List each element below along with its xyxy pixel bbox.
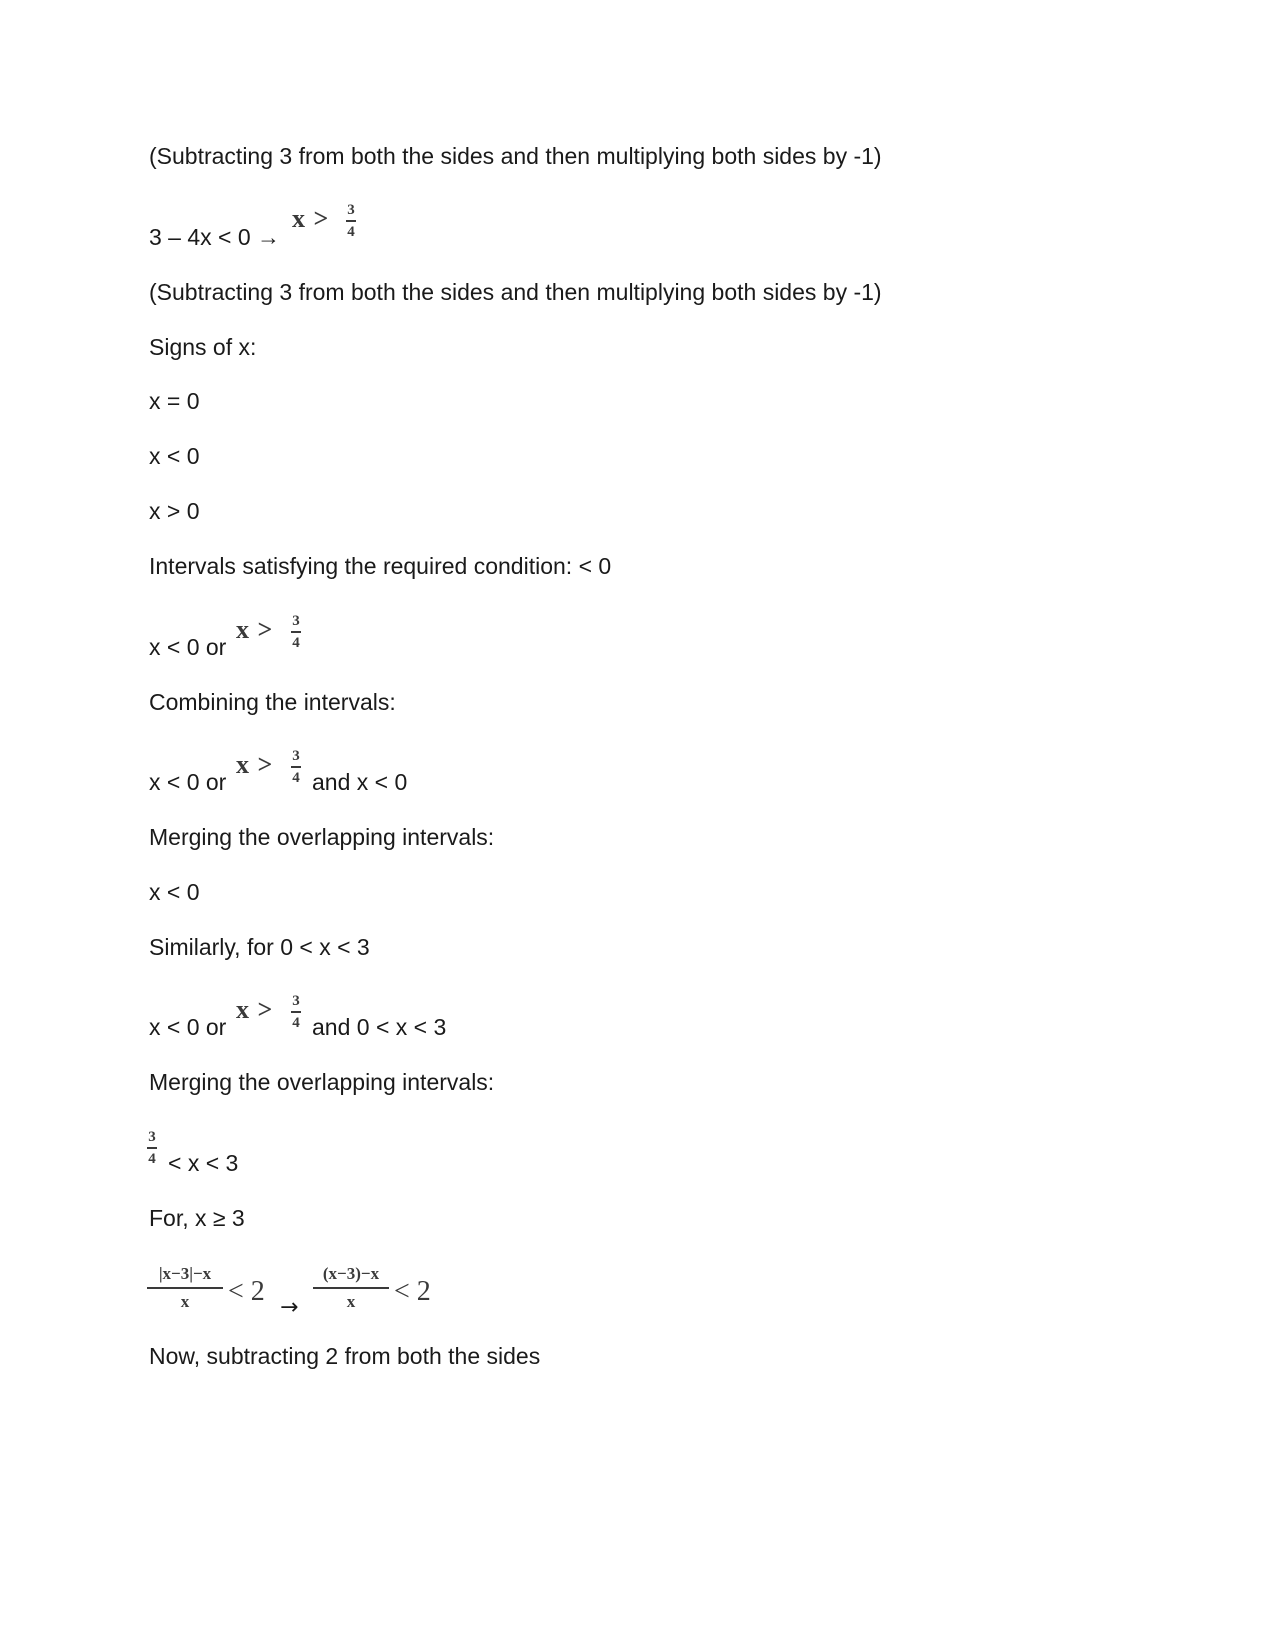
text-line: 3 – 4x < 0 → xyxy=(149,224,281,250)
fraction-numerator: |x−3|−x xyxy=(158,1264,212,1283)
text-line: x > 0 xyxy=(149,498,200,524)
text-line: x < 0 or xyxy=(149,634,227,660)
math-lt-two: < 2 xyxy=(228,1276,265,1307)
fraction-numerator: 3 xyxy=(292,748,300,764)
text-line: x < 0 xyxy=(149,443,200,469)
fraction-denominator: 4 xyxy=(148,1150,156,1167)
fraction-bar xyxy=(346,220,356,222)
text-line: Intervals satisfying the required condition: < 0 xyxy=(149,553,612,579)
arrow-icon: → xyxy=(280,1295,299,1320)
fraction-numerator: 3 xyxy=(148,1129,156,1145)
fraction-denominator: 4 xyxy=(292,1014,300,1031)
fraction-numerator: (x−3)−x xyxy=(322,1264,380,1283)
text-line: Now, subtracting 2 from both the sides xyxy=(149,1343,541,1369)
fraction-denominator: 4 xyxy=(347,223,355,240)
fraction-bar xyxy=(147,1287,223,1289)
math-x-gt: x > xyxy=(236,995,274,1024)
text-line: Combining the intervals: xyxy=(149,689,396,715)
fraction-bar xyxy=(147,1147,157,1149)
fraction-3-4 xyxy=(346,202,356,240)
text-line: (Subtracting 3 from both the sides and then multiplying both sides by -1) xyxy=(149,279,882,305)
fraction-3-4 xyxy=(291,613,301,651)
fraction-bar xyxy=(291,1011,301,1013)
text-line: (Subtracting 3 from both the sides and then multiplying both sides by -1) xyxy=(149,143,882,169)
fraction-numerator: 3 xyxy=(292,993,300,1009)
text-line: x < 0 or xyxy=(149,769,227,795)
fraction-abs-expression xyxy=(147,1264,223,1312)
text-line: x = 0 xyxy=(149,388,200,414)
math-x-gt: x > xyxy=(236,615,274,644)
fraction-bar xyxy=(313,1287,389,1289)
fraction-bar xyxy=(291,766,301,768)
text-line: and 0 < x < 3 xyxy=(312,1014,447,1040)
text-line: and x < 0 xyxy=(312,769,408,795)
fraction-3-4 xyxy=(291,748,301,786)
text-line: Merging the overlapping intervals: xyxy=(149,1069,495,1095)
text-line: x < 0 or xyxy=(149,1014,227,1040)
fraction-numerator: 3 xyxy=(347,202,355,218)
text-line: < x < 3 xyxy=(168,1150,239,1176)
fraction-denominator: x xyxy=(180,1291,190,1311)
text-line: Signs of x: xyxy=(149,334,257,360)
fraction-denominator: 4 xyxy=(292,634,300,651)
fraction-bar xyxy=(291,631,301,633)
text-line: For, x ≥ 3 xyxy=(149,1205,245,1231)
text-line: Similarly, for 0 < x < 3 xyxy=(149,934,370,960)
fraction-denominator: x xyxy=(346,1291,356,1311)
fraction-3-4 xyxy=(147,1129,157,1167)
text-line: Merging the overlapping intervals: xyxy=(149,824,495,850)
math-lt-two: < 2 xyxy=(394,1276,431,1307)
text-line: x < 0 xyxy=(149,879,200,905)
math-x-gt: x > xyxy=(292,204,330,233)
fraction-numerator: 3 xyxy=(292,613,300,629)
fraction-3-4 xyxy=(291,993,301,1031)
math-x-gt: x > xyxy=(236,750,274,779)
fraction-paren-expression xyxy=(313,1264,389,1312)
fraction-denominator: 4 xyxy=(292,769,300,786)
